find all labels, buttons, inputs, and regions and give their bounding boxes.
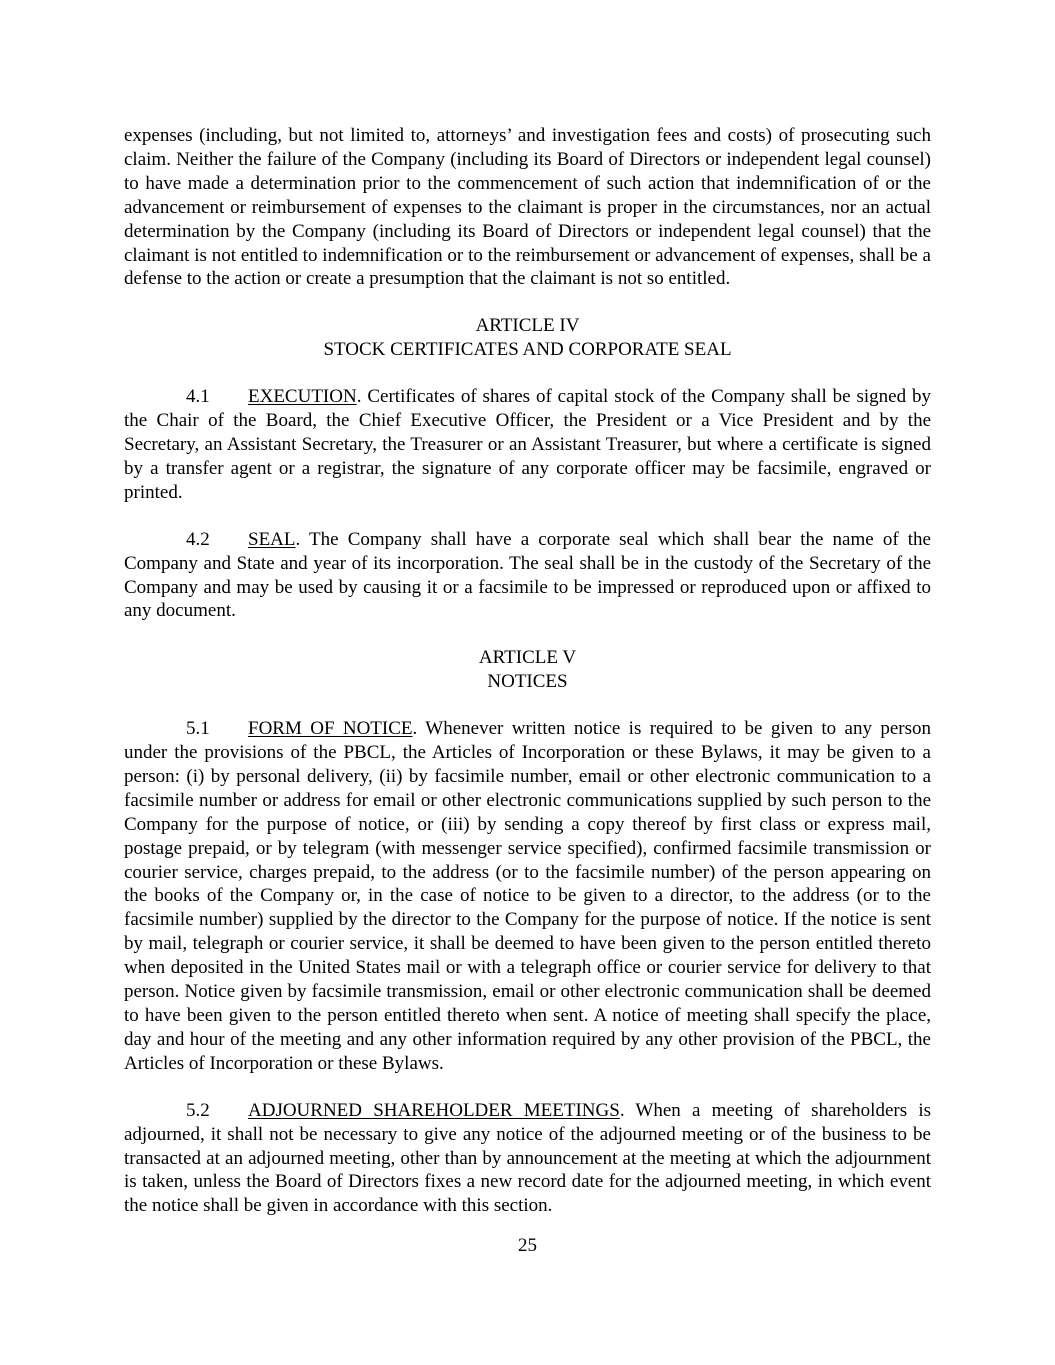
article-iv-number: ARTICLE IV xyxy=(475,315,580,337)
section-number: 4.1 xyxy=(186,386,210,408)
section-number: 5.2 xyxy=(186,1099,210,1121)
section-text: . Certificates of shares of capital stock of the Company shall be signed by the Chair of the Board, the Chief Executive Officer, the President or a Vice President and by the Secretary, an Assistant Secretary, the Treasurer or an Assistant Treasurer, but where a certificate is signed by a transfer agent or a registrar, the signature of any corporate officer may be facsimile, engraved or printed. xyxy=(124,386,931,503)
article-v-title: NOTICES xyxy=(487,671,568,693)
article-iv-title: STOCK CERTIFICATES AND CORPORATE SEAL xyxy=(323,339,732,361)
section-4-1 xyxy=(124,385,931,505)
section-heading: FORM OF NOTICE xyxy=(248,718,413,740)
section-5-2 xyxy=(124,1099,931,1219)
section-heading: ADJOURNED SHAREHOLDER MEETINGS xyxy=(248,1099,620,1121)
section-5-1 xyxy=(124,717,931,1076)
section-text: . When a meeting of shareholders is adjourned, it shall not be necessary to give any notice of the adjourned meeting or of the business to be transacted at an adjourned meeting, other than by announcement at the meeting at which the adjournment is taken, unless the Board of Directors fixes a new record date for the adjourned meeting, in which event the notice shall be given in accordance with this section. xyxy=(124,1099,931,1217)
section-number: 4.2 xyxy=(186,528,210,550)
section-heading: SEAL xyxy=(248,528,296,550)
document-page xyxy=(124,124,931,1218)
section-number: 5.1 xyxy=(186,718,210,740)
section-4-2 xyxy=(124,528,931,624)
article-v-number: ARTICLE V xyxy=(478,647,577,669)
section-text: . Whenever written notice is required to be given to any person under the provisions of the PBCL, the Articles of Incorporation or these Bylaws, it may be given to a person: (i) by personal delivery, (ii) by facsimile number, email or other electronic communication to a facsimile number or address for email or other electronic communications supplied by such person to the Company for the purpose of notice, or (iii) by sending a copy thereof by first class or express mail, postage prepaid, or by telegram (with messenger service specified), confirmed facsimile transmission or courier service, charges prepaid, to the address (or to the facsimile number) of the person appearing on the books of the Company or, in the case of notice to be given to a director, to the address (or to the facsimile number) supplied by the director to the Company for the purpose of notice. If the notice is sent by mail, telegraph or courier service, it shall be deemed to have been given to the person entitled thereto when deposited in the United States mail or with a telegraph office or courier service for delivery to that person. Notice given by facsimile transmission, email or other electronic communication shall be deemed to have been given to the person entitled thereto when sent. A notice of meeting shall specify the place, day and hour of the meeting and any other information required by any other provision of the PBCL, the Articles of Incorporation or these Bylaws. xyxy=(124,718,931,1074)
section-heading: EXECUTION xyxy=(248,386,357,408)
carryover-paragraph: expenses (including, but not limited to, attorneys’ and investigation fees and costs) of prosecuting such claim. Neither the failure of the Company (including its Board of Directors or independent legal counsel) to have made a determination prior to the commencement of such action that indemnification of or the advancement or reimbursement of expenses to the claimant is proper in the circumstances, nor an actual determination by the Company (including its Board of Directors or independent legal counsel) that the claimant is not entitled to indemnification or to the reimbursement or advancement of expenses, shall be a defense to the action or create a presumption that the claimant is not so entitled. xyxy=(124,125,931,290)
page-number: 25 xyxy=(518,1235,537,1256)
section-text: . The Company shall have a corporate seal which shall bear the name of the Company and State and year of its incorporation. The seal shall be in the custody of the Secretary of the Company and may be used by causing it or a facsimile to be impressed or reproduced upon or affixed to any document. xyxy=(124,528,931,622)
